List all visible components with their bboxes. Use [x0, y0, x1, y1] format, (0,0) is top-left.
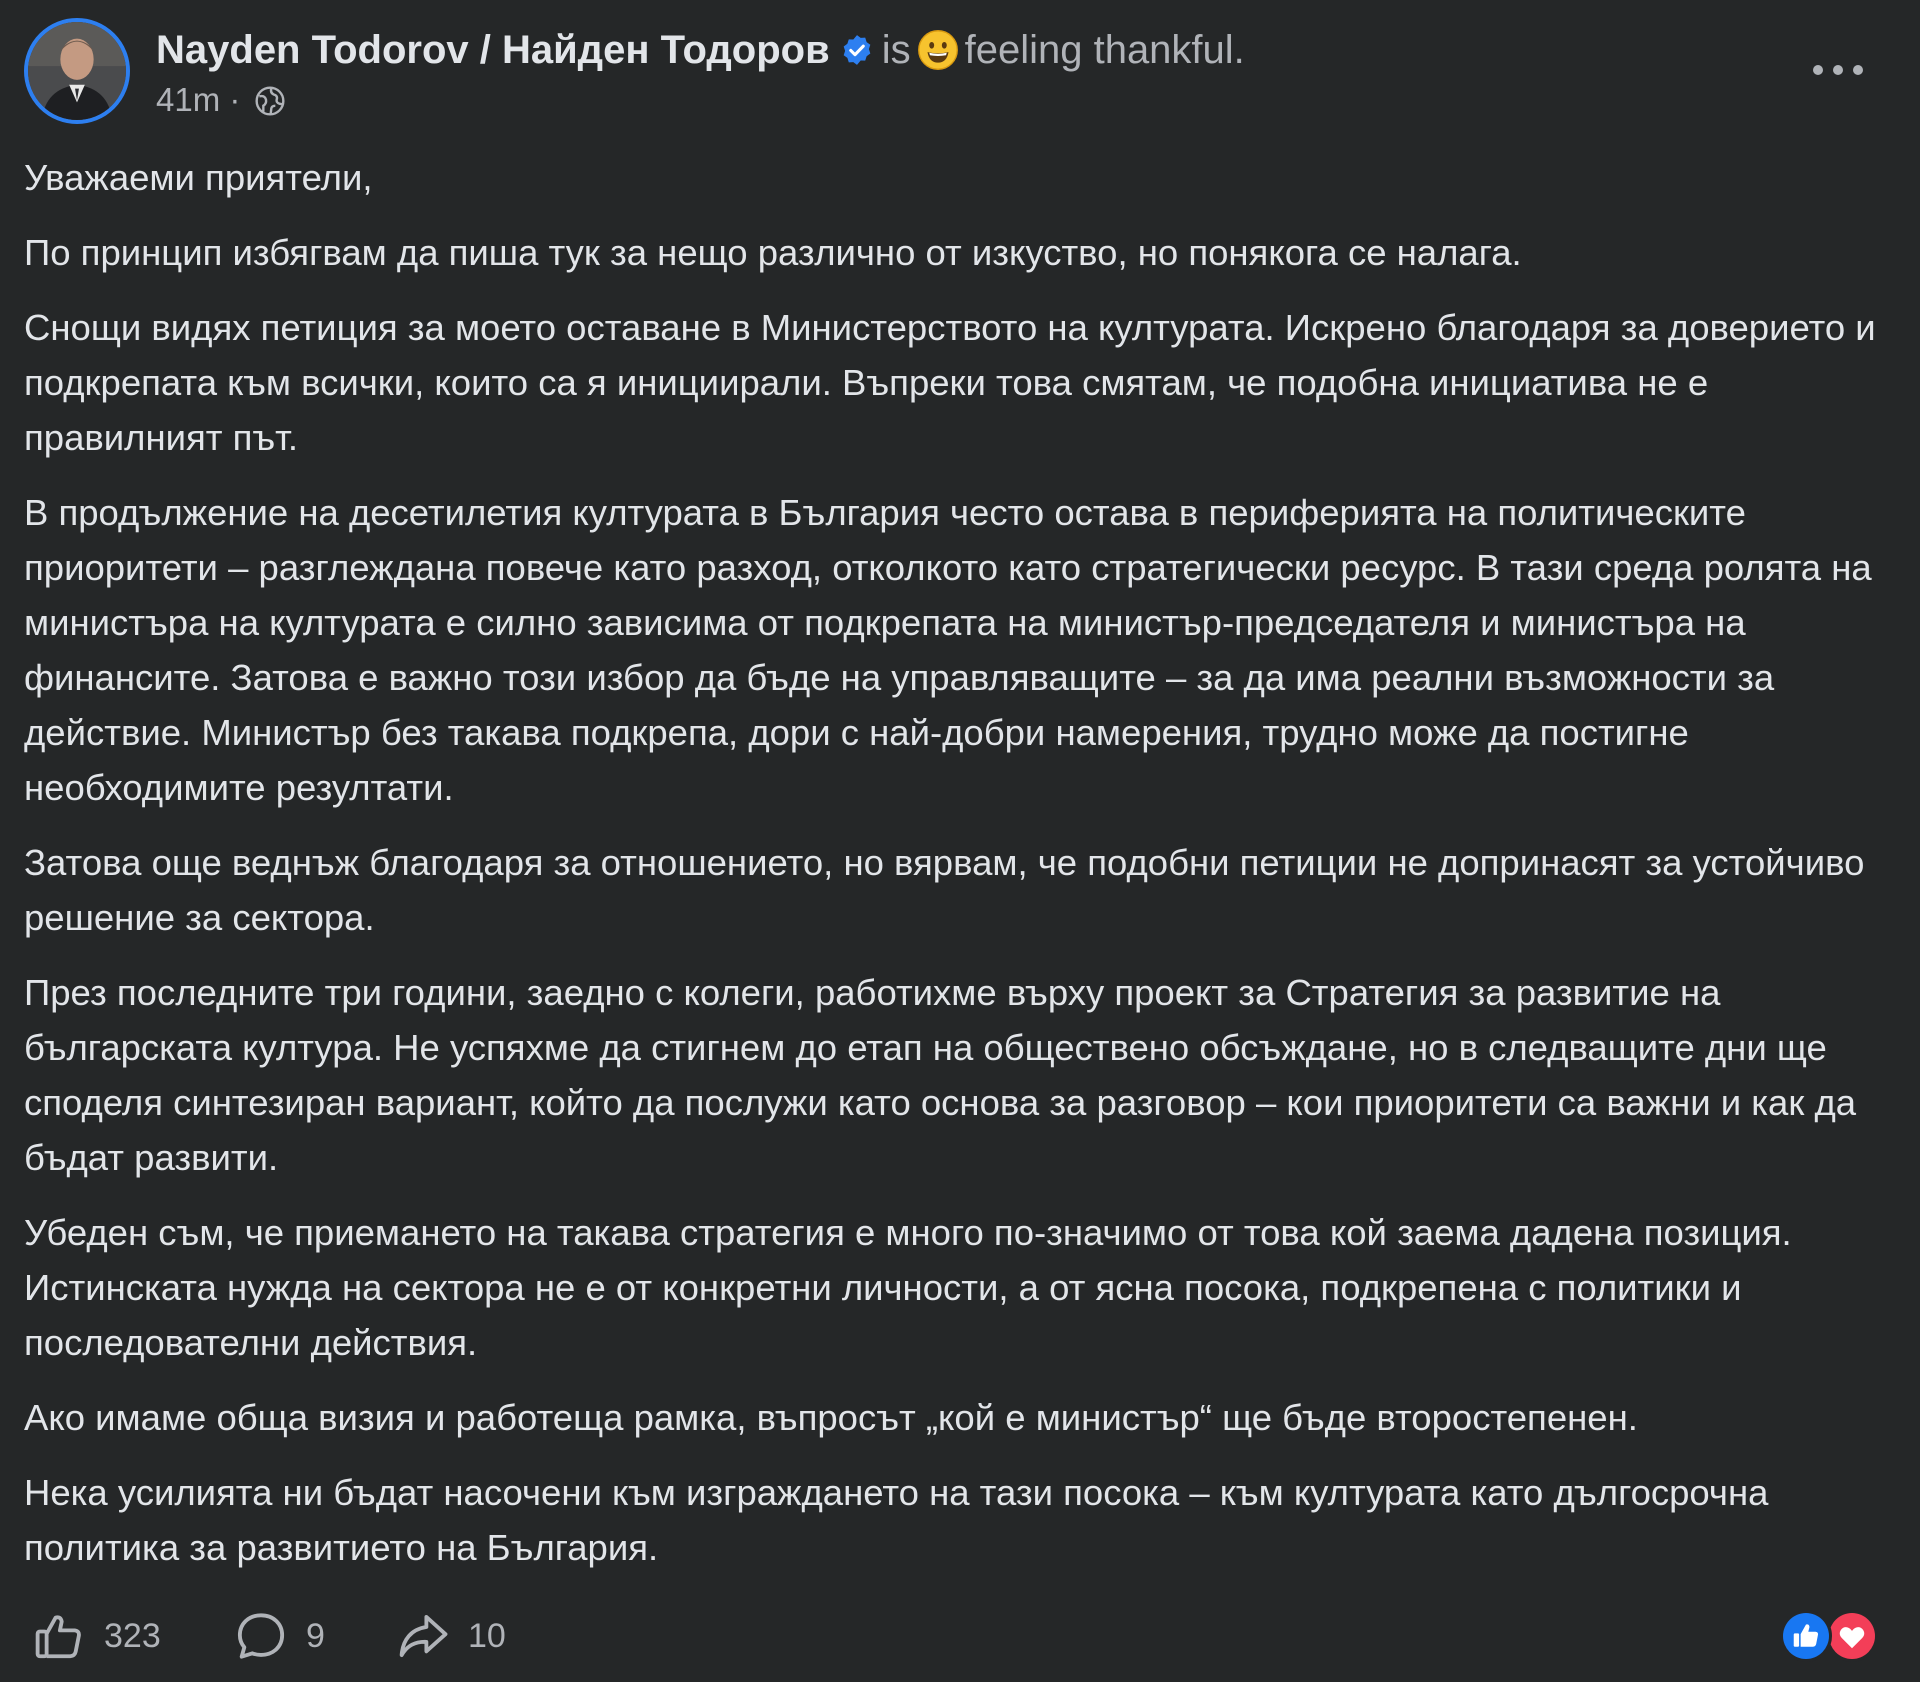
comment-button[interactable] [234, 1606, 325, 1666]
share-count: 10 [468, 1616, 506, 1655]
post-paragraph: По принцип избягвам да пиша тук за нещо различно от изкуство, но понякога се налага. [24, 232, 1522, 273]
share-button[interactable] [396, 1606, 506, 1666]
post-paragraph: Затова още веднъж благодаря за отношението, но вярвам, че подобни петиции не допринасят за устойчиво решение за сектора. [24, 842, 1865, 938]
post-actions [24, 1606, 1896, 1666]
post-paragraph: Уважаеми приятели, [24, 157, 373, 198]
avatar-image [28, 22, 126, 120]
comment-count: 9 [306, 1616, 325, 1655]
globe-icon[interactable] [254, 85, 286, 117]
post-paragraph: В продължение на десетилетия културата в България често остава в периферията на политическите приоритети – разглеждана повече като разход, отколкото като стратегически ресурс. В тази среда ролята на министъра на културата е силно зависима от подкрепата на министър-председателя и министъра на финансите. Затова е важно този избор да бъде на управляващите – за да има реални възможности за действие. Министър без такава подкрепа, дори с най-добри намерения, трудно може да постигне необходимите резултати. [24, 492, 1872, 808]
more-options-icon[interactable] [1810, 60, 1866, 80]
like-reaction-icon [1780, 1610, 1832, 1662]
post-timestamp[interactable]: 41m [156, 81, 221, 118]
author-line [156, 24, 1245, 76]
smiling-emoji-icon [917, 29, 959, 71]
post-paragraph: Снощи видях петиция за моето оставане в Министерството на културата. Искрено благодаря за доверието и подкрепата към всички, които са я инициирали. Въпреки това смятам, че подобна инициатива не е правилният път. [24, 307, 1876, 458]
comment-icon [234, 1609, 288, 1663]
post-paragraph: Нека усилията ни бъдат насочени към изграждането на тази посока – към културата като дългосрочна политика за развитието на България. [24, 1472, 1769, 1568]
meta-separator: · [229, 81, 241, 118]
verified-badge-icon [840, 33, 874, 67]
post-header [24, 18, 1896, 130]
feeling-text[interactable]: feeling thankful. [964, 28, 1245, 72]
author-avatar[interactable] [24, 18, 130, 124]
author-name[interactable]: Nayden Todorov / Найден Тодоров [156, 28, 830, 72]
feeling-prefix: is [881, 28, 911, 72]
share-icon [396, 1609, 450, 1663]
post-meta [156, 78, 286, 122]
post-paragraph: През последните три години, заедно с колеги, работихме върху проект за Стратегия за развитие на българската култура. Не успяхме да стигнем до етап на обществено обсъждане, но в следващите дни ще споделя синтезиран вариант, който да послужи като основа за разговор – кои приоритети са важни и как да бъдат развити. [24, 972, 1857, 1178]
post-paragraph: Убеден съм, че приемането на такава стратегия е много по-значимо от това кой заема дадена позиция. Истинската нужда на сектора не е от конкретни личности, а от ясна посока, подкрепена с политики и последователни действия. [24, 1212, 1792, 1363]
like-count: 323 [104, 1616, 161, 1655]
post-body [24, 150, 1892, 1595]
reactions-summary[interactable] [1780, 1610, 1890, 1664]
like-button[interactable] [32, 1606, 161, 1666]
post-paragraph: Ако имаме обща визия и работеща рамка, въпросът „кой е министър“ ще бъде второстепенен. [24, 1397, 1638, 1438]
love-reaction-icon [1826, 1610, 1878, 1662]
thumbs-up-icon [32, 1609, 86, 1663]
